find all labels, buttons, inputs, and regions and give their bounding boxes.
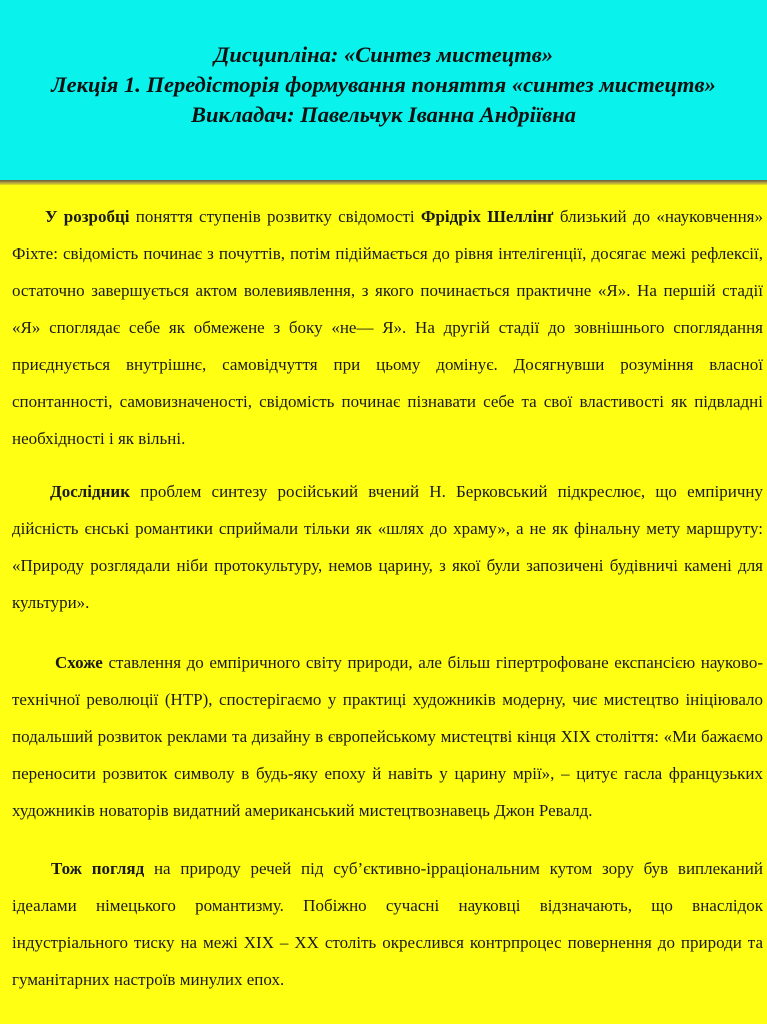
lecture-title: Лекція 1. Передісторія формування поняття «синтез мистецтв»	[51, 72, 716, 97]
paragraph-text: близький до «науковчення» Фіхте: свідомість починає з почуттів, потім підіймається до рівня інтелігенції, досягає межі рефлексії, остаточно завершується актом волевиявлення, з якого починається практичне «Я». На першій стадії «Я» споглядає себе як обмежене з боку «не— Я». На другій стадії до зовнішнього споглядання приєднується внутрішнє, самовідчуття при цьому домінує. Досягнувши розуміння власної спонтанності, самовизначеності, свідомість починає пізнавати себе та свої властивості як підвладні необхідності і як вільні.	[12, 207, 764, 448]
paragraph-romanticism	[12, 850, 763, 998]
lecturer-name: Викладач: Павельчук Іванна Андріївна	[191, 102, 576, 127]
paragraph-text: ставлення до емпіричного світу природи, але більш гіпертрофоване експансією науково-технічної революції (НТР), спостерігаємо у практиці художників модерну, чиє мистецтво ініціювало подальший розвиток реклами та дизайну в європейському мистецтві кінця XIX століття: «Ми бажаємо переносити розвиток символу в будь-яку епоху й навіть у царину мрії», – цитує гасла французьких художників новаторів видатний американський мистецтвознавець Джон Ревалд.	[12, 653, 763, 820]
paragraph-bold-name: Фрідріх Шеллінґ	[420, 207, 554, 226]
discipline-title: Дисципліна: «Синтез мистецтв»	[213, 42, 554, 67]
paragraph-lead: Дослідник	[50, 482, 130, 501]
paragraph-schelling	[12, 198, 763, 457]
paragraph-text: проблем синтезу російський вчений Н. Берковський підкреслює, що емпіричну дійсність єнські романтики сприймали тільки як «шлях до храму», а не як фінальну мету маршруту: «Природу розглядали ніби протокультуру, немов царину, з якої були запозичені будівничі камені для культури».	[12, 482, 763, 612]
header-divider	[0, 180, 767, 185]
paragraph-berkovsky	[12, 473, 763, 621]
paragraph-lead: Тож погляд	[51, 859, 145, 878]
paragraph-text: на природу речей під суб’єктивно-ірраціональним кутом зору був виплеканий ідеалами німецького романтизму. Побіжно сучасні науковці відзначають, що внаслідок індустріального тиску на межі XIX – XX століть окреслився контрпроцес повернення до природи та гуманітарних настроїв минулих епох.	[12, 859, 764, 989]
paragraph-lead: Схоже	[55, 653, 103, 672]
slide-body	[12, 190, 763, 998]
paragraph-lead: У розробці	[45, 207, 130, 226]
paragraph-modern	[12, 644, 763, 829]
slide-header	[0, 0, 767, 180]
paragraph-text: поняття ступенів розвитку свідомості	[129, 207, 421, 226]
